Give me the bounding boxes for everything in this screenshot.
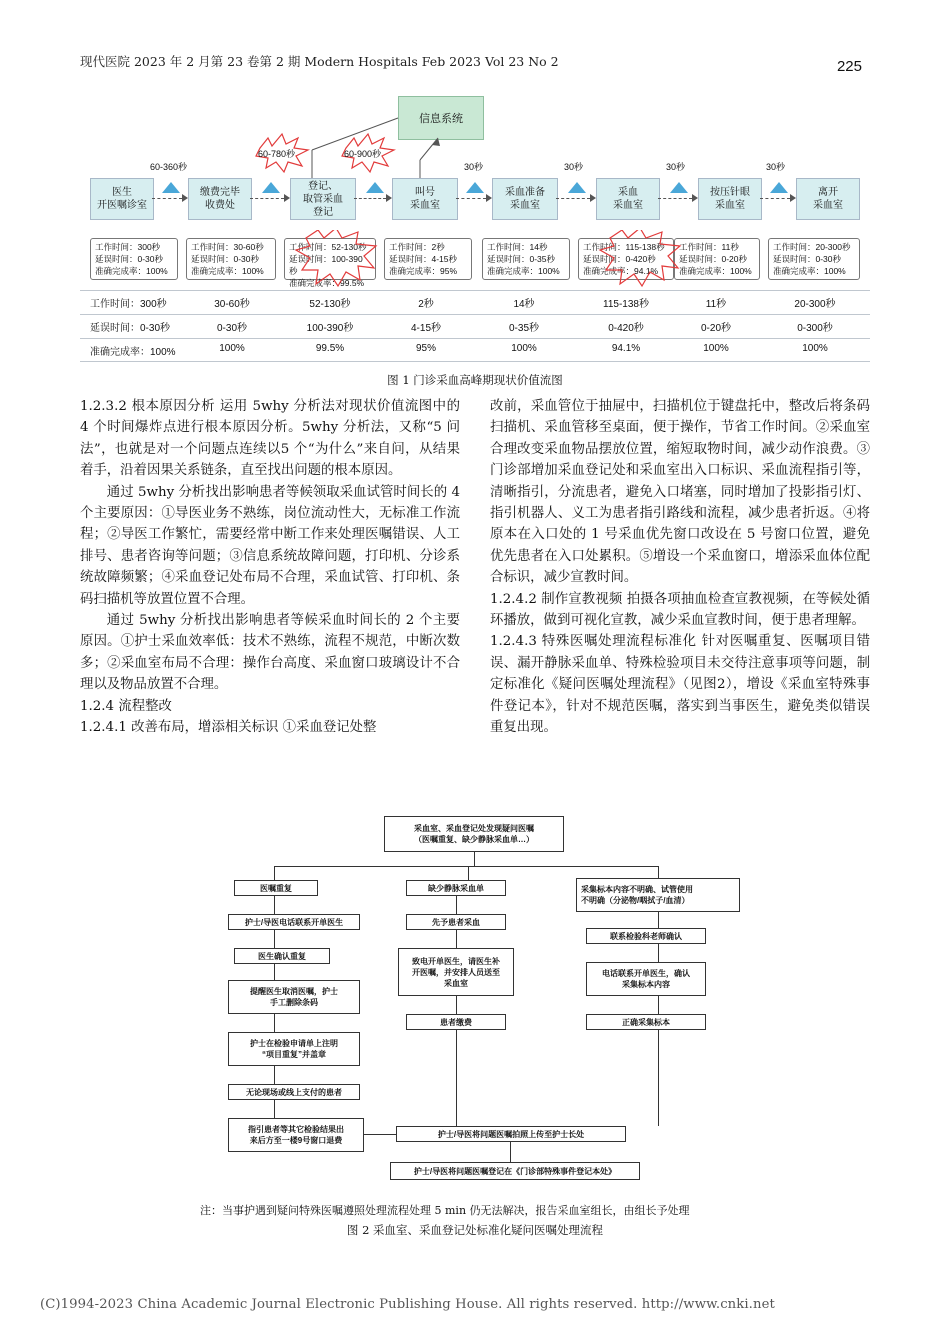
lead-time-label: 30秒 [564, 162, 584, 172]
lead-time-label: 30秒 [464, 162, 484, 172]
arrow-head-icon [486, 194, 492, 202]
paragraph: 通过 5why 分析找出影响患者等候领取采血试管时间长的 4 个主要原因：①导医业务不熟练，岗位流动性大，无标准工作流程；②导医工作繁忙，需要经常中断工作来处理医嘱错误、人工排号、患者咨询等问题；③信息系统故障问题，打印机、分诊系统故障频繁；④采血登记处布局不合理，采血试管、打印机、条码扫描机等放置位置不合理。 [80, 484, 460, 607]
summary-rate-row: 准确完成率：100% 100% 99.5% 95% 100% 94.1% 100% 100% [80, 338, 870, 362]
flow-arrow [456, 198, 486, 199]
arrow-head-icon [386, 194, 392, 202]
flow-box: 提醒医生取消医嘱，护士 手工删除条码 [228, 980, 360, 1014]
section-heading: 1.2.4 流程整改 [80, 698, 172, 714]
step-preparation: 采血准备 采血室 [492, 178, 558, 220]
flow-box: 护士/导医电话联系开单医生 [228, 914, 360, 930]
flow-arrow [760, 198, 790, 199]
flow-box: 采集标本内容不明确、试管使用 不明确（分泌物/咽拭子/血清） [576, 878, 740, 912]
step-doctor-order: 医生 开医嘱诊室 [90, 178, 154, 220]
running-header: 现代医院 2023 年 2 月第 23 卷第 2 期 Modern Hospitals Feb 2023 Vol 23 No 2 [80, 54, 559, 69]
step-info-box: 工作时间：300秒 延误时间：0-30秒 准确完成率：100% [90, 238, 178, 280]
summary-work-row: 工作时间：300秒 30-60秒 52-130秒 2秒 14秒 115-138秒 11秒 20-300秒 [80, 290, 870, 313]
copyright-footer: (C)1994-2023 China Academic Journal Electronic Publishing House. All rights reserved. http://www.cnki.net [40, 1297, 775, 1312]
wait-triangle-icon [770, 182, 788, 193]
flow-arrow [658, 198, 692, 199]
lead-time-label: 60-360秒 [150, 162, 188, 172]
flow-box: 电话联系开单医生，确认 采集标本内容 [586, 962, 706, 996]
flow-box: 医嘱重复 [234, 880, 318, 896]
paragraph: 1.2.4.2 制作宣教视频 拍摄各项抽血检查宣教视频，在等候处循环播放，做到可视化宣教，减少采血宣教时间，便于患者理解。 [490, 591, 870, 629]
lead-time-label: 60-780秒 [258, 149, 296, 159]
lead-time-label: 30秒 [766, 162, 786, 172]
flow-box-start: 采血室、采血登记处发现疑问医嘱 （医嘱重复、缺少静脉采血单…） [384, 816, 564, 852]
flow-box: 致电开单医生，请医生补 开医嘱，并安排人员送至 采血室 [398, 948, 514, 996]
figure-2-flowchart [200, 812, 750, 1192]
arrow-head-icon [692, 194, 698, 202]
paragraph: 1.2.3.2 根本原因分析 运用 5why 分析法对现状价值流图中的 4 个时间爆炸点进行根本原因分析。5why 分析法，又称“5 问法”，也就是对一个问题点连续以5 个“为什么”来自问，从结果着手，沿着因果关系链条，直至找出问题的根本原因。 [80, 399, 460, 479]
flow-box: 指引患者等其它检验结果出 来后方至一楼9号窗口退费 [228, 1118, 364, 1152]
flow-box: 患者缴费 [406, 1014, 506, 1030]
figure-1-value-stream-map [80, 90, 870, 362]
arrow-head-icon [590, 194, 596, 202]
step-press: 按压针眼 采血室 [698, 178, 762, 220]
arrow-head-icon [182, 194, 188, 202]
flow-box: 联系检验科老师确认 [586, 928, 706, 944]
step-info-box: 工作时间：52-130秒 延误时间：100-390秒 准确完成率：99.5% [284, 238, 376, 280]
flow-box: 护士在检验申请单上注明 “项目重复”并盖章 [228, 1032, 360, 1066]
step-info-box: 工作时间：20-300秒 延误时间：0-30秒 准确完成率：100% [768, 238, 860, 280]
flow-arrow [354, 198, 386, 199]
flow-box: 正确采集标本 [586, 1014, 706, 1030]
info-system-box: 信息系统 [398, 96, 484, 140]
arrow-head-icon [790, 194, 796, 202]
flow-box: 先予患者采血 [406, 914, 506, 930]
step-info-box: 工作时间：11秒 延误时间：0-20秒 准确完成率：100% [674, 238, 760, 280]
flow-box-register: 护士/导医将问题医嘱登记在《门诊部特殊事件登记本处》 [390, 1162, 640, 1180]
burst-icon [600, 230, 680, 286]
step-info-box: 工作时间：115-138秒 延误时间：0-420秒 准确完成率：94.1% [578, 238, 674, 280]
summary-delay-row: 延误时间：0-30秒 0-30秒 100-390秒 4-15秒 0-35秒 0-420秒 0-20秒 0-300秒 [80, 314, 870, 337]
wait-triangle-icon [366, 182, 384, 193]
figure-2-note: 注：当事护遇到疑问特殊医嘱遵照处理流程处理 5 min 仍无法解决，报告采血室组长，由组长予处理 [200, 1204, 690, 1217]
figure-2-caption: 图 2 采血室、采血登记处标准化疑问医嘱处理流程 [346, 1223, 604, 1237]
step-registration: 登记、 取管采血 登记 [290, 178, 356, 220]
flow-arrow [250, 198, 284, 199]
flow-box: 缺少静脉采血单 [406, 880, 506, 896]
step-payment: 缴费完毕 收费处 [188, 178, 252, 220]
paragraph: 通过 5why 分析找出影响患者等候采血时间长的 2 个主要原因。①护士采血效率低：技术不熟练，流程不规范，中断次数多；②采血室布局不合理：操作台高度、采血窗口玻璃设计不合理以及物品放置不合理。 [80, 613, 460, 693]
figure-1-burst-markers [80, 230, 870, 290]
subsection-heading: 1.2.4.1 改善布局，增添相关标识 ①采血登记处整 [80, 720, 377, 736]
wait-triangle-icon [568, 182, 586, 193]
step-blood-draw: 采血 采血室 [596, 178, 660, 220]
step-info-box: 工作时间：30-60秒 延误时间：0-30秒 准确完成率：100% [186, 238, 276, 280]
wait-triangle-icon [162, 182, 180, 193]
right-column [490, 396, 870, 739]
page-number: 225 [836, 58, 862, 75]
flow-box: 无论现场或线上支付的患者 [228, 1084, 360, 1100]
wait-triangle-icon [466, 182, 484, 193]
burst-icon [296, 230, 376, 286]
lead-time-label: 30秒 [666, 162, 686, 172]
step-call-number: 叫号 采血室 [392, 178, 458, 220]
step-info-box: 工作时间：14秒 延误时间：0-35秒 准确完成率：100% [482, 238, 570, 280]
flow-arrow [152, 198, 182, 199]
step-leave: 离开 采血室 [796, 178, 860, 220]
figure-1-caption: 图 1 门诊采血高峰期现状价值流图 [387, 373, 563, 387]
left-column [80, 396, 460, 739]
step-info-box: 工作时间：2秒 延误时间：4-15秒 准确完成率：95% [384, 238, 472, 280]
lead-time-label: 60-900秒 [344, 149, 382, 159]
flow-box-upload: 护士/导医将问题医嘱拍照上传至护士长处 [396, 1126, 626, 1142]
wait-triangle-icon [670, 182, 688, 193]
paragraph: 改前，采血管位于抽屉中，扫描机位于键盘托中，整改后将条码扫描机、采血管移至桌面，便于操作，节省工作时间。②采血室合理改变采血物品摆放位置，缩短取物时间，减少动作浪费。③门诊部增加采血登记处和采血室出入口标识、采血流程指引等，清晰指引，分流患者，避免入口堵塞，同时增加了投影指引灯、指引机器人、义工为患者指引路线和流程，减少患者折返。④将原本在入口处的 1 号采血优先窗口改设在 5 号窗口位置，避免优先患者在入口处累积。⑤增设一个采血窗口，增添采血体位配合标识，减少宣教时间。 [490, 399, 870, 586]
flow-arrow [556, 198, 590, 199]
wait-triangle-icon [262, 182, 280, 193]
paragraph: 1.2.4.3 特殊医嘱处理流程标准化 针对医嘱重复、医嘱项目错误、漏开静脉采血单、特殊检验项目未交待注意事项等问题，制定标准化《疑问医嘱处理流程》（见图2），增设《采血室特殊事件登记本》，针对不规范医嘱，落实到当事医生，避免类似错误重复出现。 [490, 634, 870, 736]
flow-box: 医生确认重复 [234, 948, 330, 964]
arrow-head-icon [284, 194, 290, 202]
